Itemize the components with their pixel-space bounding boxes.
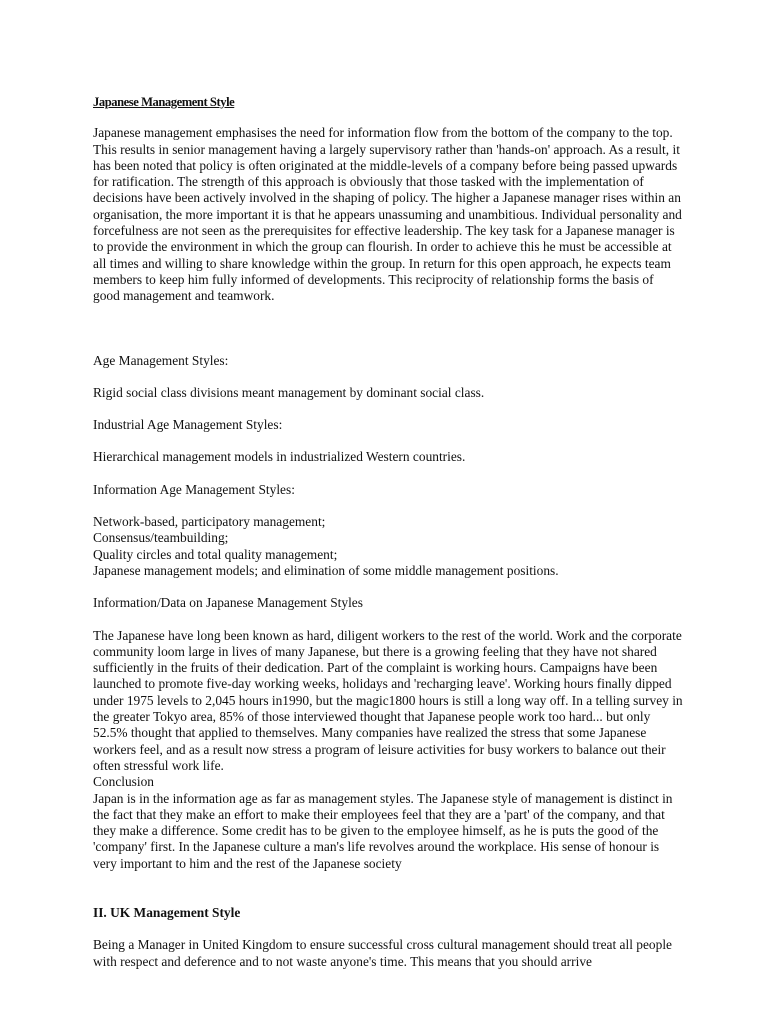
japanese-section-title: Japanese Management Style: [93, 95, 235, 109]
list-item: Network-based, participatory management;: [93, 514, 326, 530]
uk-paragraph: Being a Manager in United Kingdom to ensure successful cross cultural management should treat all people with respect and deference and to not waste anyone's time. This means that you should arrive: [93, 937, 672, 969]
data-section-heading: Information/Data on Japanese Management Styles: [93, 595, 363, 611]
list-item: Japanese management models; and elimination of some middle management positions.: [93, 562, 559, 578]
age-text: Rigid social class divisions meant management by dominant social class.: [93, 384, 485, 400]
conclusion-label: Conclusion: [93, 774, 155, 790]
list-item: Consensus/teambuilding;: [93, 530, 229, 546]
industrial-heading: Industrial Age Management Styles:: [93, 417, 283, 433]
information-heading: Information Age Management Styles:: [93, 481, 295, 497]
information-list: [93, 514, 683, 579]
uk-section-title: II. UK Management Style: [93, 904, 241, 920]
data-section-paragraph: The Japanese have long been known as hard, diligent workers to the rest of the world. Work and the corporate community loom large in lives of many Japanese, but there is a growing feeling that they have not shared sufficiently in the fruits of their dedication. Part of the complaint is working hours. Campaigns have been launched to promote five-day working weeks, holidays and 'recharging leave'. Working hours finally dipped under 1975 levels to 2,045 hours in1990, but the magic1800 hours is still a long way off. In a telling survey in the greater Tokyo area, 85% of those interviewed thought that Japanese people work too hard... but only 52.5% thought that applied to themselves. Many companies have realized the stress that some Japanese workers feel, and as a result now stress a program of leisure activities for busy workers to balance out their often stressful work life.: [93, 627, 683, 773]
industrial-text: Hierarchical management models in industrialized Western countries.: [93, 449, 466, 465]
japanese-intro-paragraph: Japanese management emphasises the need for information flow from the bottom of the company to the top. This results in senior management having a largely supervisory rather than 'hands-on' approach. As a result, it has been noted that policy is often originated at the middle-levels of a company before being passed upwards for ratification. The strength of this approach is obviously that those tasked with the implementation of decisions have been actively involved in the shaping of policy. The higher a Japanese manager rises within an organisation, the more important it is that he appears unassuming and unambitious. Individual personality and forcefulness are not seen as the prerequisites for effective leadership. The key task for a Japanese manager is to provide the environment in which the group can flourish. In order to achieve this he must be accessible at all times and willing to share knowledge within the group. In return for this open approach, he expects team members to keep him fully informed of developments. This reciprocity of relationship forms the basis of good management and teamwork.: [93, 125, 682, 304]
list-item: Quality circles and total quality management;: [93, 546, 338, 562]
age-heading: Age Management Styles:: [93, 352, 229, 368]
document-page: [93, 94, 683, 970]
conclusion-paragraph: Japan is in the information age as far as management styles. The Japanese style of management is distinct in the fact that they make an effort to make their employees feel that they are a 'part' of the company, and that they make a difference. Some credit has to be given to the employee himself, as he is puts the good of the 'company' first. In the Japanese culture a man's life revolves around the workplace. His sense of honour is very important to him and the rest of the Japanese society: [93, 790, 673, 871]
